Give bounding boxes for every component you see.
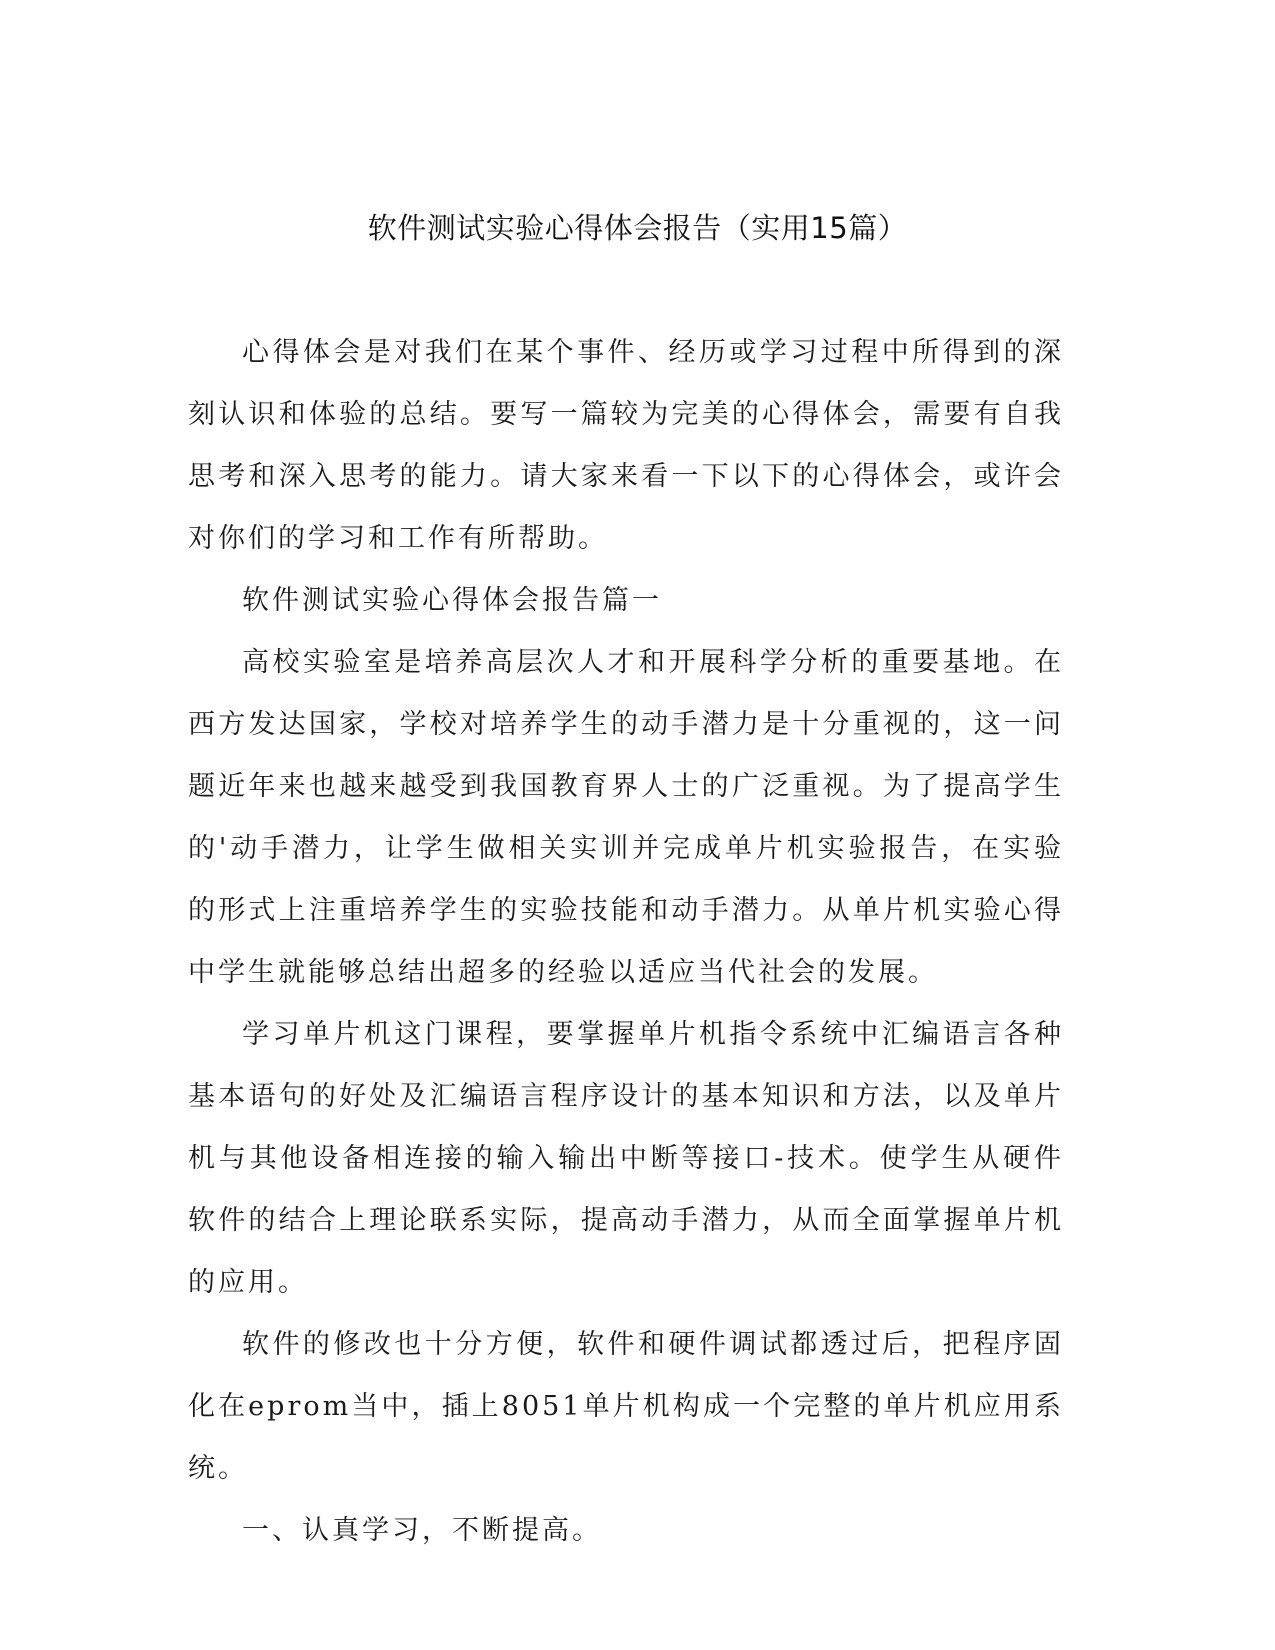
- paragraph: 学习单片机这门课程，要掌握单片机指令系统中汇编语言各种基本语句的好处及汇编语言程序设计的基本知识和方法，以及单片机与其他设备相连接的输入输出中断等接口-技术。使学生从硬件软件的结合上理论联系实际，提高动手潜力，从而全面掌握单片机的应用。: [188, 1019, 1064, 1298]
- paragraph: 高校实验室是培养高层次人才和开展科学分析的重要基地。在西方发达国家，学校对培养学生的动手潜力是十分重视的，这一问题近年来也越来越受到我国教育界人士的广泛重视。为了提高学生的'动手潜力，让学生做相关实训并完成单片机实验报告，在实验的形式上注重培养学生的实验技能和动手潜力。从单片机实验心得中学生就能够总结出超多的经验以适应当代社会的发展。: [188, 647, 1064, 988]
- document-title: 软件测试实验心得体会报告（实用15篇）: [367, 211, 908, 245]
- numbered-heading: 一、认真学习，不断提高。: [242, 1515, 602, 1546]
- paragraph-intro: 心得体会是对我们在某个事件、经历或学习过程中所得到的深刻认识和体验的总结。要写一篇较为完美的心得体会，需要有自我思考和深入思考的能力。请大家来看一下以下的心得体会，或许会对你们的学习和工作有所帮助。: [188, 337, 1064, 554]
- paragraph: 软件的修改也十分方便，软件和硬件调试都透过后，把程序固化在eprom当中，插上8051单片机构成一个完整的单片机应用系统。: [188, 1329, 1064, 1484]
- document-body: [188, 322, 1064, 1562]
- section-heading-part-one: 软件测试实验心得体会报告篇一: [242, 585, 662, 616]
